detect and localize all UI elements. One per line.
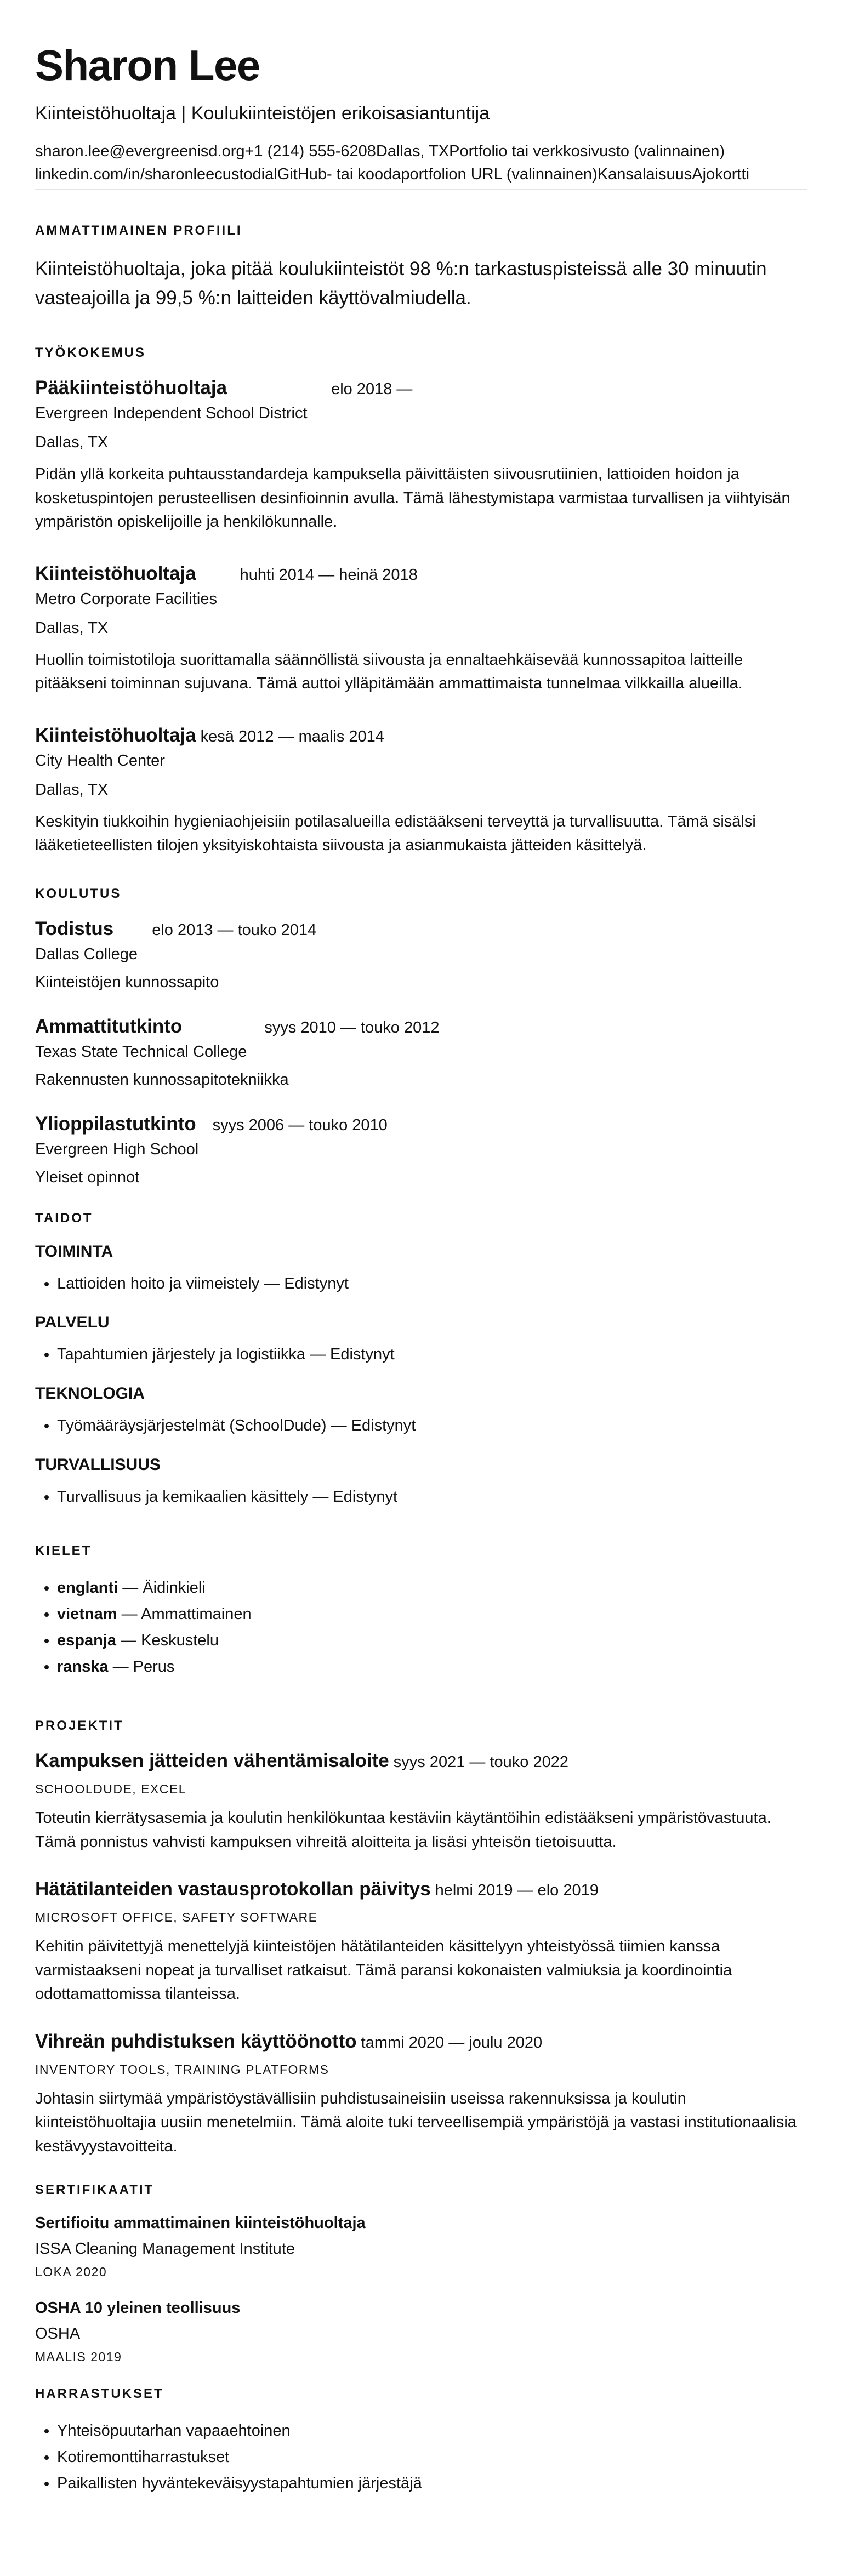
- section-heading: AMMATTIMAINEN PROFIILI: [35, 223, 242, 238]
- contact-info: [35, 140, 807, 186]
- skill-item: • Työmääräysjärjestelmät (SchoolDude) — Edistynyt: [57, 1413, 807, 1439]
- section-heading: PROJEKTIT: [35, 1718, 124, 1734]
- project-entry: [35, 1878, 807, 2007]
- study-field: Yleiset opinnot: [35, 1168, 140, 1186]
- job-description: Keskityin tiukkoihin hygieniaohjeisiin potilasalueilla edistääkseni terveyttä ja turvallisuutta. Tämä sisälsi lääketieteellisten tilojen yksityiskohtaista siivousta ja asianmukaista jätteiden käsittelyä.: [35, 812, 756, 854]
- job-dates: kesä 2012 — maalis 2014: [200, 727, 384, 745]
- project-description: Kehitin päivitettyjä menettelyjä kiinteistöjen hätätilanteiden käsittelyyn yhteistyössä tiimien kanssa varmistaakseni nopeat ja turvalliset ratkaisut. Tämä paransi kokonaisten valmiuksia ja koordinointia odottamattomissa tilanteissa.: [35, 1937, 732, 2003]
- section-heading: TYÖKOKEMUS: [35, 345, 146, 361]
- language-item: • ranska — Perus: [57, 1654, 807, 1680]
- certification-name: OSHA 10 yleinen teollisuus: [35, 2299, 241, 2317]
- experience-section: [35, 345, 807, 858]
- certification-name: Sertifioitu ammattimainen kiinteistöhuoltaja: [35, 2214, 366, 2232]
- person-name: Sharon Lee: [35, 41, 260, 89]
- job-role: Kiinteistöhuoltaja: [35, 724, 196, 746]
- job-description: Huollin toimistotiloja suorittamalla säännöllistä siivousta ja ennaltaehkäisevää kunnossapitoa laitteille pitääkseni toiminnan sujuvana. Tämä auttoi ylläpitämään ammattimaista tunnelmaa vilkkailla alueilla.: [35, 651, 743, 693]
- hobby-list: [35, 2418, 807, 2497]
- experience-entry: [35, 377, 807, 534]
- project-title: Vihreän puhdistuksen käyttöönotto: [35, 2030, 357, 2052]
- employer: Evergreen Independent School District: [35, 404, 308, 423]
- skill-group: [35, 1384, 807, 1439]
- job-location: Dallas, TX: [35, 434, 109, 452]
- project-description: Johtasin siirtymää ympäristöystävällisiin puhdistusaineisiin useissa rakennuksissa ja koulutin kiinteistöhuoltajia uusiin menetelmiin. Tämä aloite tuki terveellisempiä ympäristöjä ja vastasi institutionaalisia kestävyystavoitteita.: [35, 2089, 797, 2155]
- certification-issuer: OSHA: [35, 2325, 81, 2343]
- project-tech: INVENTORY TOOLS, TRAINING PLATFORMS: [35, 2062, 329, 2077]
- skill-group: [35, 1313, 807, 1368]
- hobby-item: • Paikallisten hyväntekeväisyystapahtumien järjestäjä: [57, 2471, 807, 2497]
- experience-entry: [35, 725, 807, 858]
- job-role: Pääkiinteistöhuoltaja: [35, 377, 227, 399]
- skill-category: TEKNOLOGIA: [35, 1384, 145, 1403]
- degree: Ylioppilastutkinto: [35, 1113, 196, 1135]
- project-dates: tammi 2020 — joulu 2020: [361, 2033, 543, 2051]
- degree: Todistus: [35, 917, 114, 939]
- degree: Ammattitutkinto: [35, 1015, 183, 1037]
- skill-group: [35, 1456, 807, 1511]
- job-title: Kiinteistöhuoltaja | Koulukiinteistöjen erikoisasiantuntija: [35, 103, 490, 124]
- certification-issuer: ISSA Cleaning Management Institute: [35, 2240, 295, 2258]
- certification-date: LOKA 2020: [35, 2265, 107, 2279]
- certification-entry: [35, 2214, 807, 2279]
- skill-group: [35, 1243, 807, 1297]
- profile-summary: Kiinteistöhuoltaja, joka pitää koulukiinteistöt 98 %:n tarkastuspisteissä alle 30 minuutin vasteajoilla ja 99,5 %:n laitteiden käyttövalmiudella.: [35, 258, 767, 309]
- skill-item: • Lattioiden hoito ja viimeistely — Edistynyt: [57, 1271, 807, 1297]
- contact-line-1: sharon.lee@evergreenisd.org+1 (214) 555-6208Dallas, TXPortfolio tai verkkosivusto (valinnainen): [35, 143, 725, 160]
- skill-item: • Turvallisuus ja kemikaalien käsittely — Edistynyt: [57, 1484, 807, 1511]
- contact-line-2: linkedin.com/in/sharonleecustodialGitHub- tai koodaportfolion URL (valinnainen)KansalaisuusAjokortti: [35, 166, 750, 184]
- study-field: Rakennusten kunnossapitotekniikka: [35, 1070, 289, 1088]
- project-title: Kampuksen jätteiden vähentämisaloite: [35, 1750, 389, 1772]
- education-dates: elo 2013 — touko 2014: [152, 921, 317, 939]
- skill-category: TOIMINTA: [35, 1242, 113, 1261]
- job-location: Dallas, TX: [35, 780, 109, 799]
- certifications-section: [35, 2182, 807, 2364]
- hobbies-section: [35, 2386, 807, 2497]
- education-dates: syys 2006 — touko 2010: [212, 1116, 388, 1134]
- header-divider: [35, 189, 807, 190]
- language-list: [35, 1575, 807, 1680]
- job-dates: huhti 2014 — heinä 2018: [240, 566, 418, 584]
- job-location: Dallas, TX: [35, 619, 109, 637]
- language-item: • vietnam — Ammattimainen: [57, 1602, 807, 1628]
- skill-category: PALVELU: [35, 1313, 110, 1332]
- job-description: Pidän yllä korkeita puhtausstandardeja kampuksella päivittäisten siivousrutiinien, lattioiden hoidon ja kosketuspintojen perusteellisen desinfioinnin avulla. Tämä lähestymistapa varmistaa turvallisen ja viihtyisän ympäristön opiskelijoille ja henkilökunnalle.: [35, 465, 790, 531]
- education-entry: [35, 1016, 807, 1089]
- hobby-item: • Kotiremonttiharrastukset: [57, 2444, 807, 2471]
- section-heading: SERTIFIKAATIT: [35, 2182, 155, 2198]
- project-description: Toteutin kierrätysasemia ja koulutin henkilökuntaa kestäviin käytäntöihin edistääkseni ympäristövastuuta. Tämä ponnistus vahvisti kampuksen vihreitä aloitteita ja lisäsi yhteisön tietoisuutta.: [35, 1809, 771, 1851]
- education-dates: syys 2010 — touko 2012: [264, 1018, 440, 1036]
- project-title: Hätätilanteiden vastausprotokollan päivitys: [35, 1878, 431, 1900]
- study-field: Kiinteistöjen kunnossapito: [35, 973, 219, 991]
- employer: Metro Corporate Facilities: [35, 590, 217, 608]
- hobby-item: • Yhteisöpuutarhan vapaaehtoinen: [57, 2418, 807, 2444]
- education-entry: [35, 918, 807, 991]
- experience-entry: [35, 563, 807, 696]
- school: Dallas College: [35, 945, 138, 963]
- education-section: [35, 886, 807, 1187]
- project-dates: helmi 2019 — elo 2019: [435, 1882, 599, 1900]
- section-heading: KOULUTUS: [35, 886, 122, 901]
- certification-entry: [35, 2299, 807, 2364]
- school: Texas State Technical College: [35, 1042, 247, 1061]
- employer: City Health Center: [35, 751, 165, 770]
- certification-date: MAALIS 2019: [35, 2350, 122, 2364]
- project-entry: [35, 1750, 807, 1854]
- skills-section: [35, 1211, 807, 1511]
- project-entry: [35, 2031, 807, 2159]
- skill-item: • Tapahtumien järjestely ja logistiikka — Edistynyt: [57, 1342, 807, 1368]
- project-tech: SCHOOLDUDE, EXCEL: [35, 1782, 187, 1797]
- languages-section: [35, 1543, 807, 1680]
- job-role: Kiinteistöhuoltaja: [35, 562, 196, 584]
- section-heading: HARRASTUKSET: [35, 2386, 164, 2402]
- profile-section: [35, 223, 807, 312]
- project-dates: syys 2021 — touko 2022: [393, 1753, 568, 1771]
- school: Evergreen High School: [35, 1140, 199, 1158]
- section-heading: KIELET: [35, 1543, 92, 1558]
- language-item: • espanja — Keskustelu: [57, 1628, 807, 1654]
- skill-category: TURVALLISUUS: [35, 1456, 161, 1474]
- language-item: • englanti — Äidinkieli: [57, 1575, 807, 1602]
- resume-header: [35, 41, 807, 190]
- job-dates: elo 2018 —: [331, 380, 413, 398]
- section-heading: TAIDOT: [35, 1210, 93, 1226]
- project-tech: MICROSOFT OFFICE, SAFETY SOFTWARE: [35, 1910, 318, 1925]
- projects-section: [35, 1718, 807, 2158]
- education-entry: [35, 1113, 807, 1187]
